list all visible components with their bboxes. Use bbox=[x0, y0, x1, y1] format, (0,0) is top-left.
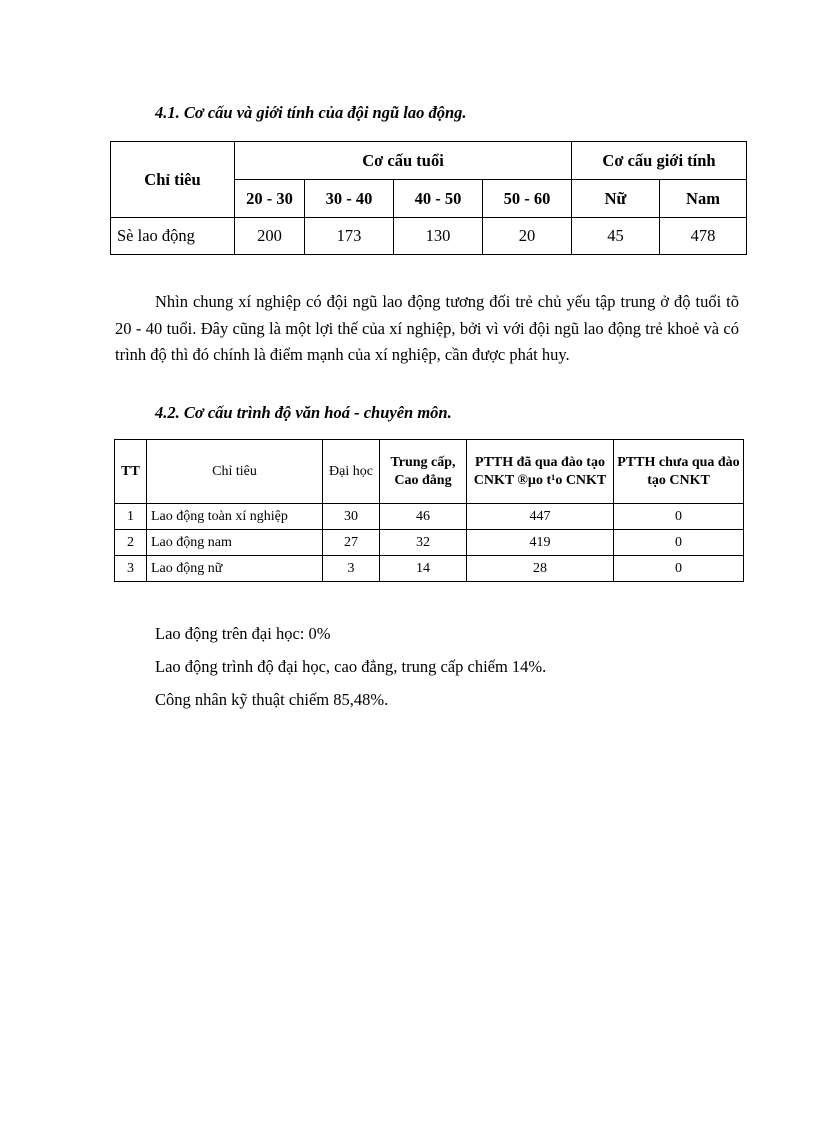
row-number: 2 bbox=[115, 530, 147, 556]
table-cell: 173 bbox=[305, 218, 394, 255]
table-cell: 0 bbox=[614, 556, 744, 582]
table-cell: 3 bbox=[323, 556, 380, 582]
table-cell: 28 bbox=[467, 556, 614, 582]
row-label: Lao động nữ bbox=[147, 556, 323, 582]
age-column-header: 30 - 40 bbox=[305, 180, 394, 218]
gender-group-header: Cơ cấu giới tính bbox=[572, 142, 747, 180]
row-header-indicator: Chỉ tiêu bbox=[111, 142, 235, 218]
row-label: Sè lao động bbox=[111, 218, 235, 255]
education-table bbox=[114, 439, 744, 582]
header-trained: PTTH đã qua đào tạo CNKT ®µo t¹o CNKT bbox=[467, 440, 614, 504]
gender-column-header: Nữ bbox=[572, 180, 660, 218]
age-column-header: 50 - 60 bbox=[483, 180, 572, 218]
table-cell: 0 bbox=[614, 530, 744, 556]
section-heading-age-gender: 4.1. Cơ cấu và giới tính của đội ngũ lao động. bbox=[155, 103, 467, 122]
header-indicator: Chỉ tiêu bbox=[147, 440, 323, 504]
age-column-header: 40 - 50 bbox=[394, 180, 483, 218]
table-row bbox=[115, 556, 744, 582]
body-paragraph: Nhìn chung xí nghiệp có đội ngũ lao động tương đối trẻ chủ yếu tập trung ở độ tuổi tõ 20 - 40 tuổi. Đây cũng là một lợi thế của xí nghiệp, bởi vì với đội ngũ lao động trẻ khoẻ và có trình độ thì đó chính là điểm mạnh của xí nghiệp, cần được phát huy. bbox=[115, 292, 739, 364]
table-cell: 32 bbox=[380, 530, 467, 556]
table-cell: 14 bbox=[380, 556, 467, 582]
table-cell: 45 bbox=[572, 218, 660, 255]
table-cell: 0 bbox=[614, 504, 744, 530]
summary-line: Công nhân kỹ thuật chiếm 85,48%. bbox=[155, 690, 389, 709]
table-cell: 130 bbox=[394, 218, 483, 255]
table-row bbox=[115, 530, 744, 556]
table-cell: 478 bbox=[660, 218, 747, 255]
table-cell: 27 bbox=[323, 530, 380, 556]
header-university: Đại học bbox=[323, 440, 380, 504]
summary-line: Lao động trên đại học: 0% bbox=[155, 624, 331, 643]
age-group-header: Cơ cấu tuổi bbox=[235, 142, 572, 180]
gender-column-header: Nam bbox=[660, 180, 747, 218]
row-number: 1 bbox=[115, 504, 147, 530]
age-gender-table bbox=[110, 141, 747, 255]
table-row bbox=[115, 504, 744, 530]
table-cell: 46 bbox=[380, 504, 467, 530]
table-cell: 20 bbox=[483, 218, 572, 255]
row-number: 3 bbox=[115, 556, 147, 582]
summary-line: Lao động trình độ đại học, cao đẳng, trung cấp chiếm 14%. bbox=[155, 657, 547, 676]
age-column-header: 20 - 30 bbox=[235, 180, 305, 218]
table-row bbox=[111, 218, 747, 255]
table-cell: 30 bbox=[323, 504, 380, 530]
table-cell: 447 bbox=[467, 504, 614, 530]
header-tt: TT bbox=[115, 440, 147, 504]
row-label: Lao động toàn xí nghiệp bbox=[147, 504, 323, 530]
section-heading-education: 4.2. Cơ cấu trình độ văn hoá - chuyên môn. bbox=[155, 403, 452, 422]
header-untrained: PTTH chưa qua đào tạo CNKT bbox=[614, 440, 744, 504]
header-college: Trung cấp, Cao đẳng bbox=[380, 440, 467, 504]
row-label: Lao động nam bbox=[147, 530, 323, 556]
table-cell: 200 bbox=[235, 218, 305, 255]
table-cell: 419 bbox=[467, 530, 614, 556]
